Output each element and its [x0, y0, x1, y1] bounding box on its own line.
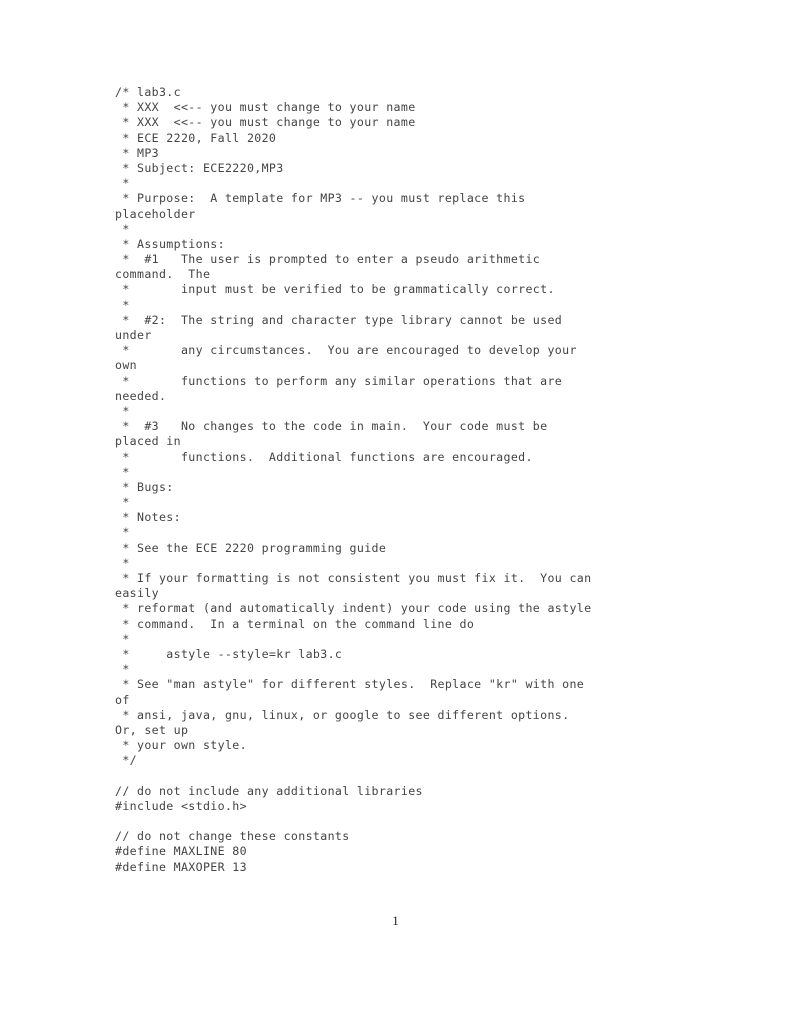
- code-line: * functions. Additional functions are encouraged.: [115, 449, 533, 464]
- code-line: * See "man astyle" for different styles. Replace "kr" with one: [115, 677, 585, 692]
- code-line: own: [115, 358, 137, 373]
- code-line: * XXX <<-- you must change to your name: [115, 115, 416, 130]
- code-line: under: [115, 328, 152, 342]
- code-line: * MP3: [115, 145, 159, 160]
- code-line: Or, set up: [115, 722, 189, 737]
- code-line: *: [115, 176, 130, 191]
- code-line: *: [115, 464, 130, 479]
- code-line: * XXX <<-- you must change to your name: [115, 100, 416, 115]
- code-line: #define MAXLINE 80: [115, 844, 247, 859]
- code-line: easily: [115, 586, 159, 601]
- code-line: *: [115, 403, 130, 418]
- code-line: #include <stdio.h>: [115, 798, 247, 813]
- code-line: * #3 No changes to the code in main. Your code must be: [115, 419, 548, 434]
- code-line: *: [115, 525, 130, 540]
- code-line: * your own style.: [115, 738, 247, 753]
- code-line: *: [115, 221, 130, 236]
- code-line: * functions to perform any similar operations that are: [115, 373, 563, 388]
- code-line: *: [115, 662, 130, 677]
- code-line: * ansi, java, gnu, linux, or google to see different options.: [115, 707, 570, 722]
- code-line: * See the ECE 2220 programming guide: [115, 540, 387, 555]
- code-line: [115, 768, 775, 783]
- code-line: * Assumptions:: [115, 236, 225, 251]
- code-line: placeholder: [115, 206, 196, 221]
- page-number: 1: [392, 913, 399, 928]
- code-line: // do not change these constants: [115, 829, 350, 844]
- code-line: * Purpose: A template for MP3 -- you must replace this: [115, 191, 526, 206]
- code-line: #define MAXOPER 13: [115, 859, 247, 874]
- code-line: * command. In a terminal on the command line do: [115, 616, 475, 631]
- code-line: * #1 The user is prompted to enter a pseudo arithmetic: [115, 252, 541, 267]
- code-line: * Bugs:: [115, 479, 174, 494]
- code-line: * astyle --style=kr lab3.c: [115, 646, 343, 661]
- code-line: * ECE 2220, Fall 2020: [115, 130, 277, 145]
- code-line: *: [115, 631, 130, 646]
- code-line: *: [115, 297, 130, 312]
- code-line: * reformat (and automatically indent) your code using the astyle: [115, 601, 592, 616]
- code-line: *: [115, 495, 130, 510]
- code-line: *: [115, 555, 130, 570]
- code-line: /* lab3.c: [115, 85, 181, 99]
- code-line: * #2: The string and character type library cannot be used: [115, 312, 563, 327]
- code-line: // do not include any additional libraries: [115, 783, 423, 798]
- code-line: */: [115, 753, 137, 768]
- code-listing: [115, 85, 775, 875]
- code-line: of: [115, 692, 130, 707]
- code-line: command. The: [115, 267, 211, 282]
- code-line: * Notes:: [115, 510, 181, 525]
- code-line: * Subject: ECE2220,MP3: [115, 160, 284, 175]
- code-line: needed.: [115, 388, 167, 403]
- code-line: placed in: [115, 434, 181, 449]
- code-line: * input must be verified to be grammatically correct.: [115, 282, 555, 297]
- code-line: * If your formatting is not consistent you must fix it. You can: [115, 571, 592, 585]
- code-line: [115, 814, 775, 829]
- code-line: * any circumstances. You are encouraged to develop your: [115, 343, 577, 358]
